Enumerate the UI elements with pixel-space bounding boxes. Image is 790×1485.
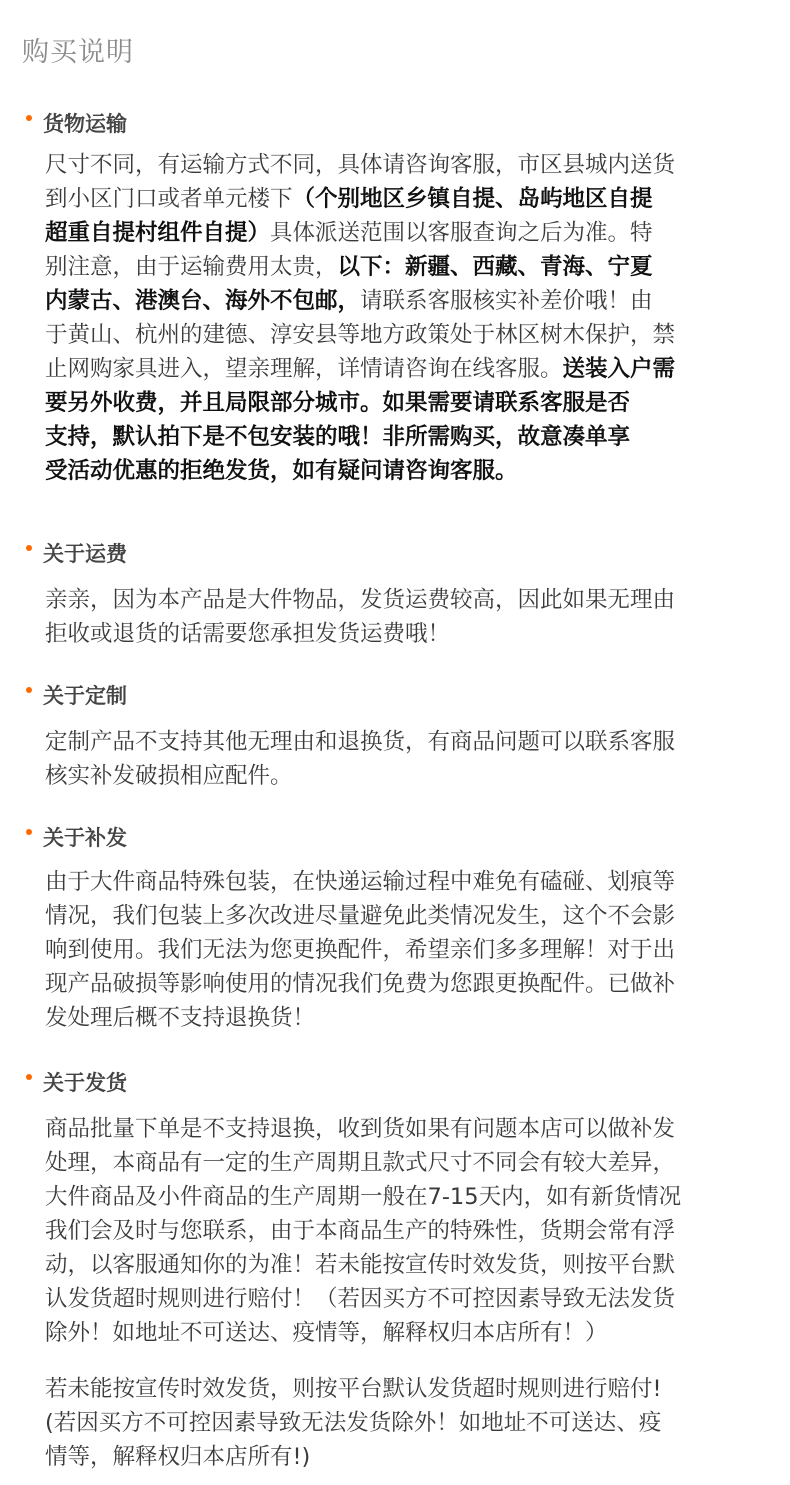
- emphasized-text: （个别地区乡镇自提、岛屿地区自提: [292, 186, 653, 212]
- body-text: 核实补发破损相应配件。: [45, 763, 293, 789]
- emphasized-text: 内蒙古、港澳台、海外不包邮，: [45, 288, 361, 314]
- text-line: [45, 318, 775, 352]
- text-line: [45, 933, 775, 967]
- text-line: [45, 386, 775, 420]
- body-text: 别注意，由于运输费用太贵，: [45, 254, 338, 280]
- body-text: 尺寸不同，有运输方式不同，具体请咨询客服，市区县城内送货: [45, 152, 676, 178]
- bullet-dot-icon: [26, 687, 32, 693]
- section-heading: [26, 1067, 127, 1097]
- text-line: [45, 617, 775, 651]
- text-line: [45, 1248, 775, 1282]
- body-text: 亲亲，因为本产品是大件物品，发货运费较高，因此如果无理由: [45, 587, 676, 613]
- emphasized-text: 要另外收费，并且局限部分城市。如果需要请联系客服是否: [45, 390, 631, 416]
- body-text: 现产品破损等影响使用的情况我们免费为您跟更换配件。已做补: [45, 971, 676, 997]
- text-line: [45, 1214, 775, 1248]
- footer-notice: [45, 1372, 775, 1474]
- body-text: 拒收或退货的话需要您承担发货运费哦！: [45, 621, 451, 647]
- body-text: 情况，我们包装上多次改进尽量避免此类情况发生，这个不会影: [45, 903, 676, 929]
- body-text: 我们会及时与您联系，由于本商品生产的特殊性，货期会常有浮: [45, 1218, 676, 1244]
- text-line: [45, 583, 775, 617]
- section-heading: [26, 538, 127, 568]
- bullet-dot-icon: [26, 829, 32, 835]
- body-text: 请联系客服核实补差价哦！由: [360, 288, 653, 314]
- body-text: 到小区门口或者单元楼下: [45, 186, 293, 212]
- footer-line: (若因买方不可控因素导致无法发货除外！如地址不可送达、疫: [45, 1410, 662, 1436]
- body-text: 于黄山、杭州的建德、淳安县等地方政策处于林区树木保护，禁: [45, 322, 676, 348]
- text-line: [45, 1112, 775, 1146]
- text-line: [45, 865, 775, 899]
- section-heading: [26, 108, 127, 138]
- text-line: [45, 148, 775, 182]
- section-heading-text: 关于发货: [43, 1071, 127, 1095]
- bullet-dot-icon: [26, 115, 32, 121]
- body-text: 除外！如地址不可送达、疫情等，解释权归本店所有！）: [45, 1320, 608, 1346]
- section-heading: [26, 822, 127, 852]
- body-text: 处理，本商品有一定的生产周期且款式尺寸不同会有较大差异，: [45, 1150, 676, 1176]
- bullet-dot-icon: [26, 1074, 32, 1080]
- body-text: 商品批量下单是不支持退换，收到货如果有问题本店可以做补发: [45, 1116, 676, 1142]
- footer-line: 若未能按宣传时效发货，则按平台默认发货超时规则进行赔付!: [45, 1376, 662, 1402]
- body-text: 认发货超时规则进行赔付！（若因买方不可控因素导致无法发货: [45, 1286, 676, 1312]
- text-line: [45, 284, 775, 318]
- section-heading: [26, 680, 127, 710]
- text-line: [45, 454, 775, 488]
- body-text: 响到使用。我们无法为您更换配件，希望亲们多多理解！对于出: [45, 937, 676, 963]
- section-body: [45, 1112, 775, 1350]
- body-text: 大件商品及小件商品的生产周期一般在7-15天内，如有新货情况: [45, 1184, 682, 1210]
- bullet-dot-icon: [26, 545, 32, 551]
- body-text: 由于大件商品特殊包装，在快递运输过程中难免有磕碰、划痕等: [45, 869, 676, 895]
- section-heading-text: 关于运费: [43, 542, 127, 566]
- text-line: [45, 1180, 775, 1214]
- text-line: [45, 216, 775, 250]
- section-heading-text: 关于补发: [43, 826, 127, 850]
- text-line: [45, 182, 775, 216]
- page-title: 购买说明: [22, 37, 134, 68]
- text-line: [45, 1001, 775, 1035]
- text-line: [45, 250, 775, 284]
- text-line: [45, 725, 775, 759]
- section-body: [45, 725, 775, 793]
- text-line: [45, 759, 775, 793]
- text-line: [45, 1316, 775, 1350]
- text-line: [45, 352, 775, 386]
- section-heading-text: 货物运输: [43, 112, 127, 136]
- footer-line: 情等，解释权归本店所有!): [45, 1444, 311, 1470]
- emphasized-text: 送装入户需: [562, 356, 676, 382]
- body-text: 发处理后概不支持退换货！: [45, 1005, 316, 1031]
- emphasized-text: 超重自提村组件自提）: [45, 220, 271, 246]
- text-line: [45, 1282, 775, 1316]
- text-line: [45, 967, 775, 1001]
- section-body: [45, 148, 775, 488]
- body-text: 动，以客服通知你的为准！若未能按宣传时效发货，则按平台默: [45, 1252, 676, 1278]
- body-text: 定制产品不支持其他无理由和退换货，有商品问题可以联系客服: [45, 729, 676, 755]
- text-line: [45, 420, 775, 454]
- body-text: 止网购家具进入，望亲理解，详情请咨询在线客服。: [45, 356, 563, 382]
- section-body: [45, 583, 775, 651]
- text-line: [45, 1146, 775, 1180]
- body-text: 具体派送范围以客服查询之后为准。特: [270, 220, 653, 246]
- section-heading-text: 关于定制: [43, 684, 127, 708]
- emphasized-text: 受活动优惠的拒绝发货，如有疑问请咨询客服。: [45, 458, 518, 484]
- emphasized-text: 以下：新疆、西藏、青海、宁夏: [337, 254, 653, 280]
- text-line: [45, 899, 775, 933]
- emphasized-text: 支持，默认拍下是不包安装的哦！非所需购买，故意凑单享: [45, 424, 631, 450]
- section-body: [45, 865, 775, 1035]
